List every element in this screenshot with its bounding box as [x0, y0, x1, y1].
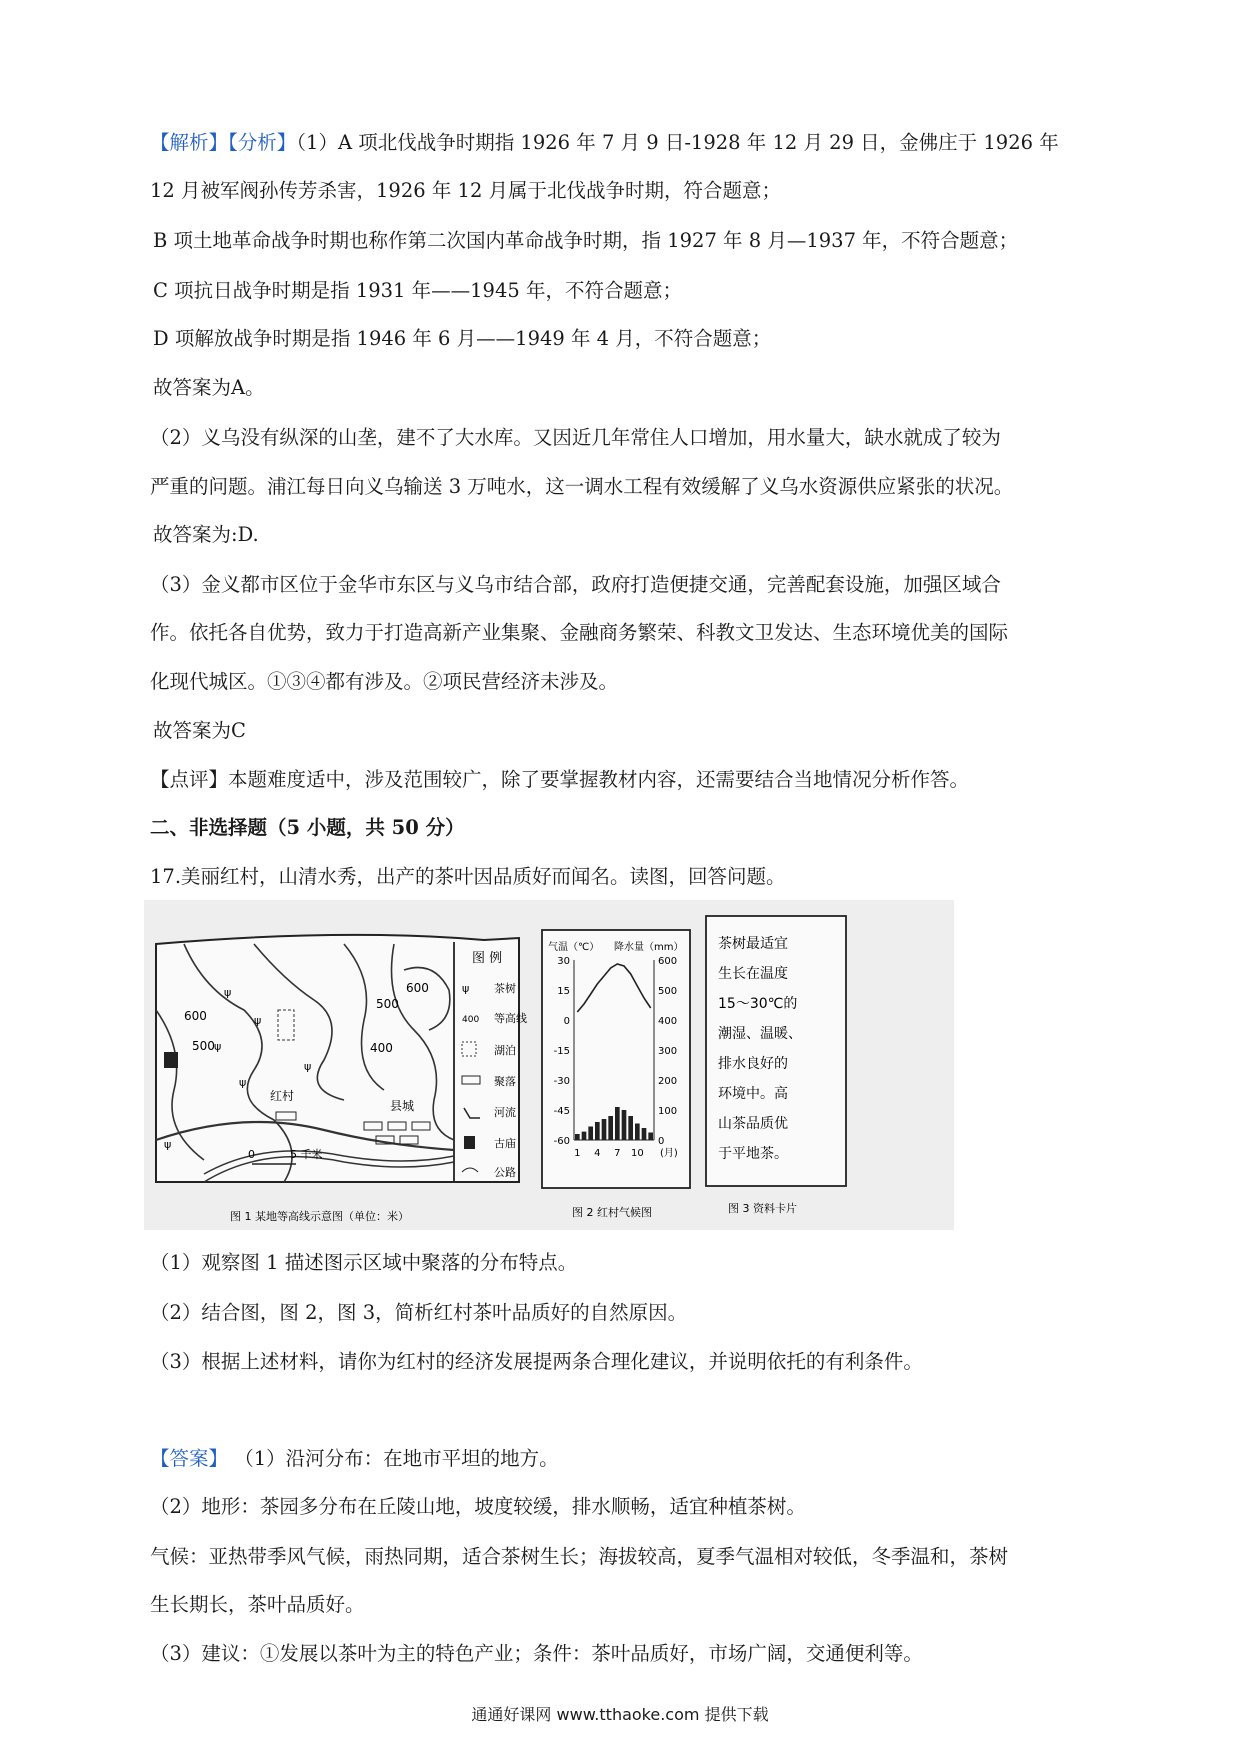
precip-bar	[648, 1133, 653, 1141]
fig1-contour-map	[156, 935, 527, 1223]
scale-text: 5 千米	[290, 1148, 323, 1161]
scale-zero: 0	[248, 1148, 255, 1161]
footer-url[interactable]: www.tthaoke.com	[556, 1705, 700, 1724]
legend-item: 茶树	[494, 982, 516, 995]
tag-jiexi: 【解析】	[150, 131, 229, 154]
precip-bar	[575, 1134, 580, 1140]
answer-a1: （1）沿河分布：在地市平坦的地方。	[234, 1447, 559, 1470]
month-tick: (月)	[660, 1148, 678, 1159]
svg-text:ψ: ψ	[462, 982, 470, 995]
precip-axis-label: 降水量（mm）	[614, 942, 684, 953]
precip-bar	[608, 1116, 613, 1140]
section-heading: 二、非选择题（5 小题，共 50 分）	[150, 816, 465, 839]
tea-tree-icon: ψ	[254, 1014, 262, 1027]
analysis-p1-text1: （1）A 项北伐战争时期指 1926 年 7 月 9 日-1928 年 12 月 29 日，金佛庄于 1926 年	[296, 131, 1059, 154]
card-line: 于平地茶。	[718, 1146, 788, 1162]
analysis-option-b: B 项土地革命战争时期也称作第二次国内革命战争时期，指 1927 年 8 月—1937 年，不符合题意；	[153, 229, 1019, 252]
contour-label: 600	[406, 981, 429, 995]
precip-bar	[622, 1110, 627, 1140]
precip-tick: 0	[658, 1136, 665, 1147]
temp-tick: 15	[557, 986, 570, 997]
card-line: 生长在温度	[718, 966, 788, 982]
analysis-option-c: C 项抗日战争时期是指 1931 年——1945 年，不符合题意；	[153, 279, 682, 302]
question-17-sub3: （3）根据上述材料，请你为红村的经济发展提两条合理化建议，并说明依托的有利条件。	[150, 1350, 923, 1373]
comment: 【点评】本题难度适中，涉及范围较广，除了要掌握教材内容，还需要结合当地情况分析作答。	[150, 768, 970, 791]
question-figure	[144, 900, 954, 1230]
precip-bar	[588, 1127, 593, 1141]
contour-label: 500	[376, 997, 399, 1011]
question-17-stem: 17.美丽红村，山清水秀，出产的茶叶因品质好而闻名。读图，回答问题。	[150, 865, 786, 888]
card-line: 排水良好的	[718, 1056, 788, 1072]
month-tick: 1	[574, 1148, 581, 1159]
fig3-info-card	[706, 916, 846, 1215]
precip-bar	[635, 1124, 640, 1141]
contour-label: 500	[192, 1039, 215, 1053]
legend-item: 公路	[494, 1166, 516, 1179]
legend-title: 图 例	[472, 951, 503, 966]
temp-tick: -30	[553, 1076, 570, 1087]
contour-label: 400	[370, 1041, 393, 1055]
temp-axis-label: 气温（℃）	[548, 942, 600, 953]
precip-tick: 200	[658, 1076, 678, 1087]
precip-tick: 100	[658, 1106, 678, 1117]
answer-a1-line	[150, 1446, 1110, 1472]
fig2-climate-chart	[542, 930, 690, 1219]
analysis-p1-line1	[150, 130, 1110, 156]
tea-tree-icon: ψ	[224, 986, 232, 999]
page-footer	[0, 1702, 1240, 1725]
month-tick: 4	[594, 1148, 601, 1159]
question-17-sub2: （2）结合图，图 2，图 3，简析红村茶叶品质好的自然原因。	[150, 1301, 688, 1324]
precip-tick: 500	[658, 986, 678, 997]
analysis-p3-line1: （3）金义都市区位于金华市东区与义乌市结合部，政府打造便捷交通，完善配套设施，加强区域合	[150, 573, 1001, 596]
card-line: 潮湿、温暖、	[718, 1026, 802, 1042]
precip-bar	[595, 1122, 600, 1140]
temp-tick: -45	[553, 1106, 570, 1117]
card-line: 山茶品质优	[718, 1116, 788, 1132]
card-line: 茶树最适宜	[718, 936, 788, 952]
figure-svg	[144, 900, 954, 1230]
village-label: 红村	[270, 1089, 295, 1103]
fig2-caption: 图 2 红村气候图	[572, 1206, 652, 1219]
month-tick: 10	[630, 1148, 644, 1159]
tag-fenxi: 【分析】	[228, 131, 297, 154]
tea-tree-icon: ψ	[239, 1076, 247, 1089]
precip-bar	[602, 1119, 607, 1140]
temp-tick: -60	[553, 1136, 570, 1147]
precip-bar	[582, 1132, 587, 1140]
answer-line-1: 故答案为A。	[153, 376, 265, 399]
fig1-caption: 图 1 某地等高线示意图（单位：米）	[230, 1210, 409, 1223]
answer-a3: （3）建议：①发展以茶叶为主的特色产业；条件：茶叶品质好，市场广阔，交通便利等。	[150, 1642, 923, 1665]
precip-tick: 400	[658, 1016, 678, 1027]
answer-tag: 【答案】	[150, 1447, 229, 1470]
fig3-caption: 图 3 资料卡片	[728, 1202, 797, 1215]
analysis-p2-line1: （2）义乌没有纵深的山垄，建不了大水库。又因近几年常住人口增加，用水量大，缺水就成了较为	[150, 426, 1001, 449]
precip-bar	[628, 1116, 633, 1140]
answer-a2-climate-1: 气候：亚热带季风气候，雨热同期，适合茶树生长；海拔较高，夏季气温相对较低，冬季温和，茶树	[150, 1545, 1009, 1568]
analysis-option-d: D 项解放战争时期是指 1946 年 6 月——1949 年 4 月，不符合题意；	[153, 327, 772, 350]
precip-tick: 600	[658, 956, 678, 967]
footer-site: 通通好课网	[471, 1705, 552, 1724]
temp-tick: 30	[557, 956, 570, 967]
analysis-p1-line2: 12 月被军阀孙传芳杀害，1926 年 12 月属于北伐战争时期，符合题意；	[150, 179, 782, 202]
analysis-p3-line3: 化现代城区。①③④都有涉及。②项民营经济未涉及。	[150, 670, 619, 693]
temp-tick: -15	[553, 1046, 570, 1057]
answer-a2: （2）地形：茶园多分布在丘陵山地，坡度较缓，排水顺畅，适宜种植茶树。	[150, 1495, 806, 1518]
card-line: 15～30℃的	[718, 996, 798, 1012]
card-line: 环境中。高	[718, 1086, 788, 1102]
legend-item: 河流	[494, 1106, 516, 1119]
precip-bar	[642, 1128, 647, 1140]
precip-tick: 300	[658, 1046, 678, 1057]
month-tick: 7	[614, 1148, 621, 1159]
answer-line-3: 故答案为C	[153, 719, 246, 742]
analysis-p3-line2: 作。依托各自优势，致力于打造高新产业集聚、金融商务繁荣、科教文卫发达、生态环境优美的国际	[150, 621, 1009, 644]
question-17-sub1: （1）观察图 1 描述图示区域中聚落的分布特点。	[150, 1251, 578, 1274]
footer-note: 提供下载	[704, 1705, 769, 1724]
contour-label: 600	[184, 1009, 207, 1023]
legend-item: 古庙	[494, 1137, 516, 1150]
legend-item: 聚落	[494, 1075, 516, 1088]
legend-item: 等高线	[494, 1012, 527, 1025]
temp-tick: 0	[563, 1016, 570, 1027]
tea-tree-icon: ψ	[304, 1060, 312, 1073]
answer-a2-climate-2: 生长期长，茶叶品质好。	[150, 1593, 365, 1616]
legend-contour-value: 400	[462, 1015, 480, 1025]
tea-tree-icon: ψ	[164, 1138, 172, 1151]
tea-tree-icon: ψ	[214, 1040, 222, 1053]
county-label: 县城	[390, 1099, 415, 1113]
answer-line-2: 故答案为:D.	[153, 523, 259, 546]
precip-bar	[615, 1107, 620, 1140]
temple-icon	[164, 1052, 178, 1068]
legend-item: 湖泊	[494, 1044, 516, 1057]
analysis-p2-line2: 严重的问题。浦江每日向义乌输送 3 万吨水，这一调水工程有效缓解了义乌水资源供应紧张的状况。	[150, 475, 1014, 498]
